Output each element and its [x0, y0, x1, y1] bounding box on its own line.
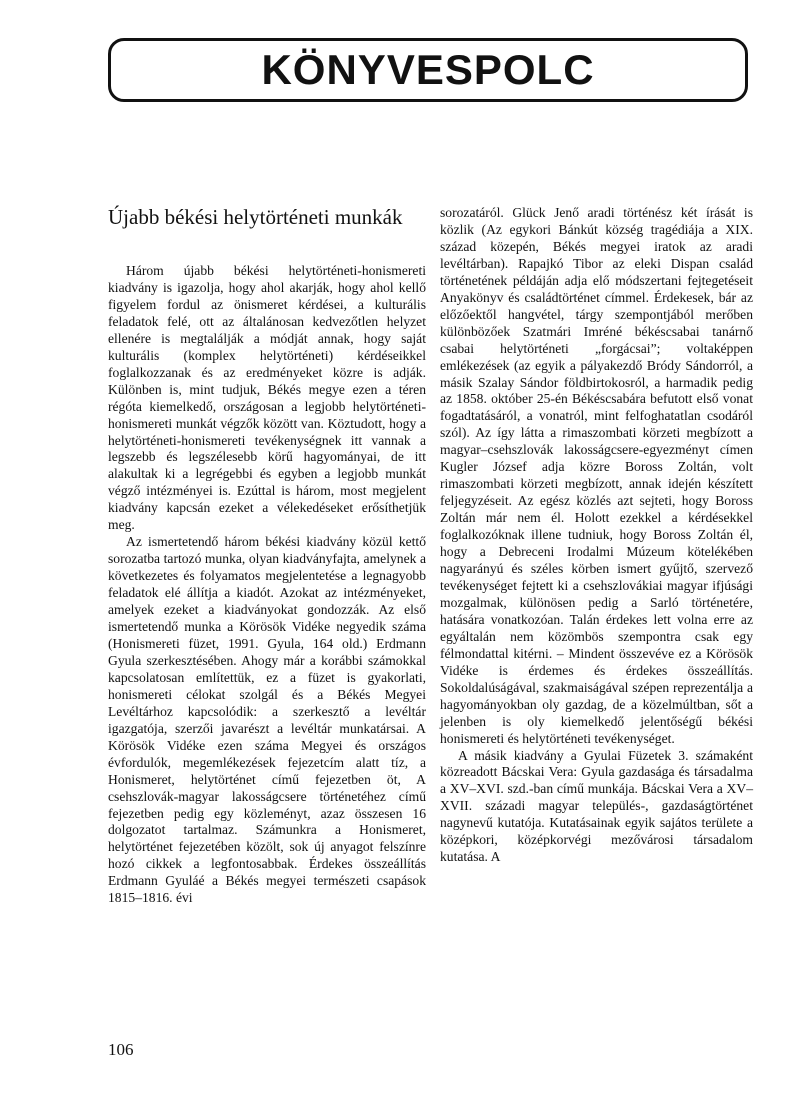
paragraph: Három újabb békési helytörténeti-honismereti kiadvány is igazolja, hogy ahol akarják, hogy ahol kellő figyelem fordul az önismeret kérdései, a kulturális feladatok felé, ott az általánosan kedvezőtlen helyzet ellenére is megtalálják a módját annak, hogy saját kulturális (komplex helytörténeti) kérdéseikkel foglalkozzanak és az eredményeket közre is adják. Különben is, mint tudjuk, Békés megye ezen a téren régóta kiemelkedő, országosan a legjobb helytörténeti-honismereti munkát végzők között van. Köztudott, hogy a helytörténeti-honismereti tevékenységnek itt vannak a legszebb és legszélesebb körű hagyományai, de itt alakultak ki a legrégebbi és egyben a legjobb munkát végző intézményei is. Ezúttal is három, most megjelent kiadvány kapcsán ezeket a vélekedéseket erősíthetjük meg. [108, 263, 426, 533]
left-column [108, 205, 426, 907]
paragraph: sorozatáról. Glück Jenő aradi történész két írását is közlik (Az egykori Bánkút község tragédiája a XIX. század közepén, Békés megyei iratok az aradi levéltárban). Rapajkó Tibor az eleki Dispan család történetének példáján adja elő módszertani fejtegetéseit Anyakönyv és családtörténet címmel. Érdekesek, bár az előzőektől hangvétel, tárgy szempontjából merőben különbözőek Szatmári Imréné békéscsabai tanárnő csabai helytörténeti „forgácsai”; voltaképpen emlékezések (az egyik a pályakezdő Bródy Sándorról, a másik Szalay Sándor földbirtokosról, a harmadik pedig az 1858. október 25-én Békéscsabára befutott első vonat fogadtatásáról, a vonatról, mint felfoghatatlan csodáról szól). Az így látta a rimaszombati körzeti megbízott a magyar–csehszlovák lakosságcsere-egyezményt címen Kugler József adja közre Boross Zoltán, volt rimaszombati körzeti megbízott, annak idején készített feljegyzéseit. Az egész közlés azt sejteti, hogy Boross Zoltán már nem él. Holott ezekkel a kérdésekkel foglalkozóknak illene tudniuk, hogy Boross Zoltán él, hogy a Debreceni Irodalmi Múzeum kötelékében nagyarányú és széles körben ismert gyűjtő, szervező tevékenységet fejtett ki a csehszlovákiai magyar ifjúsági mozgalmak, különösen pedig a Sarló történetére, hatására vonatkozóan. Talán érdekes lett volna erre az egyáltalán nem közömbös szempontra csak egy félmondattal kitérni. – Mindent összevéve ez a Körösök Vidéke is érdemes és érdekes összeállítás. Sokoldalúságával, szakmaiságával szépen reprezentálja a hagyományokban oly gazdag, de a közelmúltban, sőt a jelenben is oly kiemelkedő jelentőségű békési honismereti és helytörténeti tevékenységet. [440, 205, 753, 746]
page-number: 106 [108, 1040, 134, 1059]
right-column [440, 205, 753, 866]
paragraph: Az ismertetendő három békési kiadvány közül kettő sorozatba tartozó munka, olyan kiadványfajta, amelynek a következetes és folyamatos megjelentetése a legnagyobb feladatok elé állítja a kiadót. Azokat az intézményeket, amelyek ezeket a kiadványokat gondozzák. Az első ismertetendő munka a Körösök Vidéke negyedik száma (Honismereti füzet, 1991. Gyula, 164 old.) Erdmann Gyula szerkesztésében. Ahogy már a korábbi számokkal kapcsolatosan említettük, ez a füzet is gyakorlati, honismereti célokat szolgál és a Békés Megyei Levéltárhoz kapcsolódik: a szerkesztő a levéltár igazgatója, szerzői javarészt a levéltár munkatársai. A Körösök Vidéke ezen száma Megyei és országos évfordulók, megemlékezések fejezetcím alatt tíz, a Honismeret, helytörténet című fejezetben öt, A csehszlovák-magyar lakosságcsere történetéhez című fejezetben pedig egy közleményt, azaz összesen 16 dolgozatot tartalmaz. Számunkra a Honismeret, helytörténet fejezetében közölt, sok új anyagot felszínre hozó cikkek a legfontosabbak. Érdekes összeállítás Erdmann Gyuláé a Békés megyei természeti csapások 1815–1816. évi [108, 534, 426, 906]
paragraph: A másik kiadvány a Gyulai Füzetek 3. számaként közreadott Bácskai Vera: Gyula gazdasága és társadalma a XV–XVI. szd.-ban című munkája. Bácskai Vera a XV–XVII. századi magyar település-, gazdaságtörténet nagynevű kutatója. Kutatásainak egyik sajátos területe a középkori, középkorvégi mezővárosi társadalom kutatása. A [440, 747, 753, 865]
section-banner [108, 38, 748, 102]
section-banner-title: KÖNYVESPOLC [261, 46, 595, 93]
article-title: Újabb békési helytörténeti munkák [108, 205, 403, 229]
